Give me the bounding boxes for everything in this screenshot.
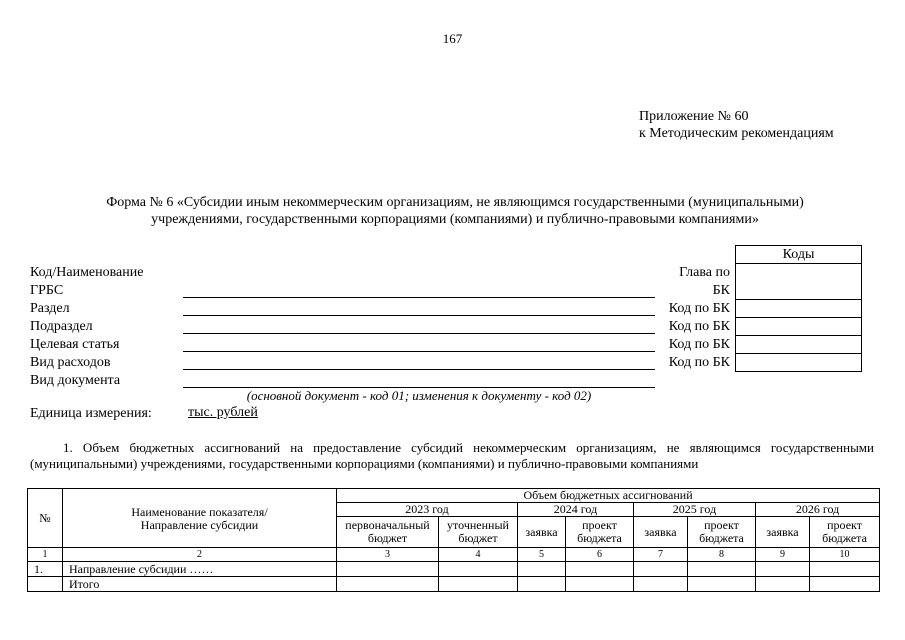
codes-header: Коды: [736, 246, 862, 264]
label-vid-dokumenta: Вид документа: [30, 373, 121, 388]
razdel-line: [183, 315, 655, 316]
code-cell-celevaya[interactable]: [736, 336, 862, 354]
row-name: Итого: [63, 577, 337, 592]
table-cell[interactable]: [756, 577, 810, 592]
table-cell[interactable]: [634, 562, 688, 577]
table-cell[interactable]: [337, 562, 439, 577]
row-number: 1.: [28, 562, 63, 577]
header-project-2025: проект бюджета: [688, 517, 756, 548]
label-razdel: Раздел: [30, 301, 70, 316]
celevaya-line: [183, 351, 655, 352]
code-cell-vid-rashodov[interactable]: [736, 354, 862, 372]
label-kod-bk-celevaya: Код по БК: [668, 337, 730, 352]
header-updated-budget: уточненный бюджет: [439, 517, 518, 548]
col-number: 3: [337, 548, 439, 562]
header-name-line-1: Наименование показателя/: [131, 505, 268, 519]
table-row: [28, 577, 880, 592]
appendix-line-2: к Методическим рекомендациям: [639, 126, 834, 141]
header-request-2025: заявка: [634, 517, 688, 548]
code-cell-razdel[interactable]: [736, 300, 862, 318]
appendix-note: [639, 108, 834, 142]
label-glava-po: Глава по: [679, 265, 730, 280]
header-year-2024: 2024 год: [518, 503, 634, 517]
header-year-2025: 2025 год: [634, 503, 756, 517]
vid-rashodov-line: [183, 369, 655, 370]
header-project-2024: проект бюджета: [566, 517, 634, 548]
podrazdel-line: [183, 333, 655, 334]
header-name: [63, 489, 337, 548]
table-cell[interactable]: [337, 577, 439, 592]
table-row: [28, 562, 880, 577]
table-cell[interactable]: [634, 577, 688, 592]
label-code-name: Код/Наименование: [30, 265, 144, 280]
appendix-line-1: Приложение № 60: [639, 109, 749, 124]
label-celevaya-statya: Целевая статья: [30, 337, 120, 352]
budget-table: [27, 488, 880, 592]
header-initial-budget: первоначальный бюджет: [337, 517, 439, 548]
col-number: 8: [688, 548, 756, 562]
header-request-2024: заявка: [518, 517, 566, 548]
label-kod-bk-vid-rashodov: Код по БК: [668, 355, 730, 370]
table-cell[interactable]: [756, 562, 810, 577]
table-cell[interactable]: [688, 577, 756, 592]
label-kod-bk-razdel: Код по БК: [668, 301, 730, 316]
unit-value: тыс. рублей: [188, 405, 258, 420]
header-no: №: [28, 489, 63, 548]
grbs-line: [183, 297, 655, 298]
header-year-2026: 2026 год: [756, 503, 880, 517]
table-cell[interactable]: [518, 577, 566, 592]
col-number: 5: [518, 548, 566, 562]
header-request-2026: заявка: [756, 517, 810, 548]
col-number: 2: [63, 548, 337, 562]
label-bk: БК: [712, 283, 730, 298]
row-name: Направление субсидии ……: [63, 562, 337, 577]
row-number: [28, 577, 63, 592]
label-vid-rashodov: Вид расходов: [30, 355, 111, 370]
code-cell-podrazdel[interactable]: [736, 318, 862, 336]
col-number: 1: [28, 548, 63, 562]
section-paragraph: 1. Объем бюджетных ассигнований на предоставление субсидий некоммерческим организациям, не являющимся государственными (муниципальными) учреждениями, государственными корпорациями (компаниями) и публично-правовыми компаниями: [30, 440, 874, 471]
form-title-line-1: Форма № 6 «Субсидии иным некоммерческим организациям, не являющимся государственными (муниципальными): [106, 195, 804, 210]
label-grbs: ГРБС: [30, 283, 64, 298]
table-cell[interactable]: [566, 577, 634, 592]
form-title: [40, 194, 870, 228]
col-number: 6: [566, 548, 634, 562]
table-cell[interactable]: [439, 562, 518, 577]
header-volume: Объем бюджетных ассигнований: [337, 489, 880, 503]
col-number: 4: [439, 548, 518, 562]
col-number: 9: [756, 548, 810, 562]
table-cell[interactable]: [688, 562, 756, 577]
table-cell[interactable]: [810, 577, 880, 592]
form-title-line-2: учреждениями, государственными корпорациями (компаниями) и публично-правовыми компаниями»: [151, 212, 759, 227]
page-number: 167: [442, 31, 463, 46]
header-name-line-2: Направление субсидии: [140, 518, 259, 532]
table-cell[interactable]: [518, 562, 566, 577]
col-number: 7: [634, 548, 688, 562]
document-type-hint: (основной документ - код 01; изменения к документу - код 02): [246, 388, 592, 403]
table-cell[interactable]: [439, 577, 518, 592]
header-project-2026: проект бюджета: [810, 517, 880, 548]
header-year-2023: 2023 год: [337, 503, 518, 517]
codes-table: [735, 245, 862, 372]
col-number: 10: [810, 548, 880, 562]
label-kod-bk-podrazdel: Код по БК: [668, 319, 730, 334]
label-podrazdel: Подраздел: [30, 319, 93, 334]
table-cell[interactable]: [810, 562, 880, 577]
table-cell[interactable]: [566, 562, 634, 577]
code-cell-glava[interactable]: [736, 264, 862, 300]
label-unit: Единица измерения:: [30, 406, 152, 421]
